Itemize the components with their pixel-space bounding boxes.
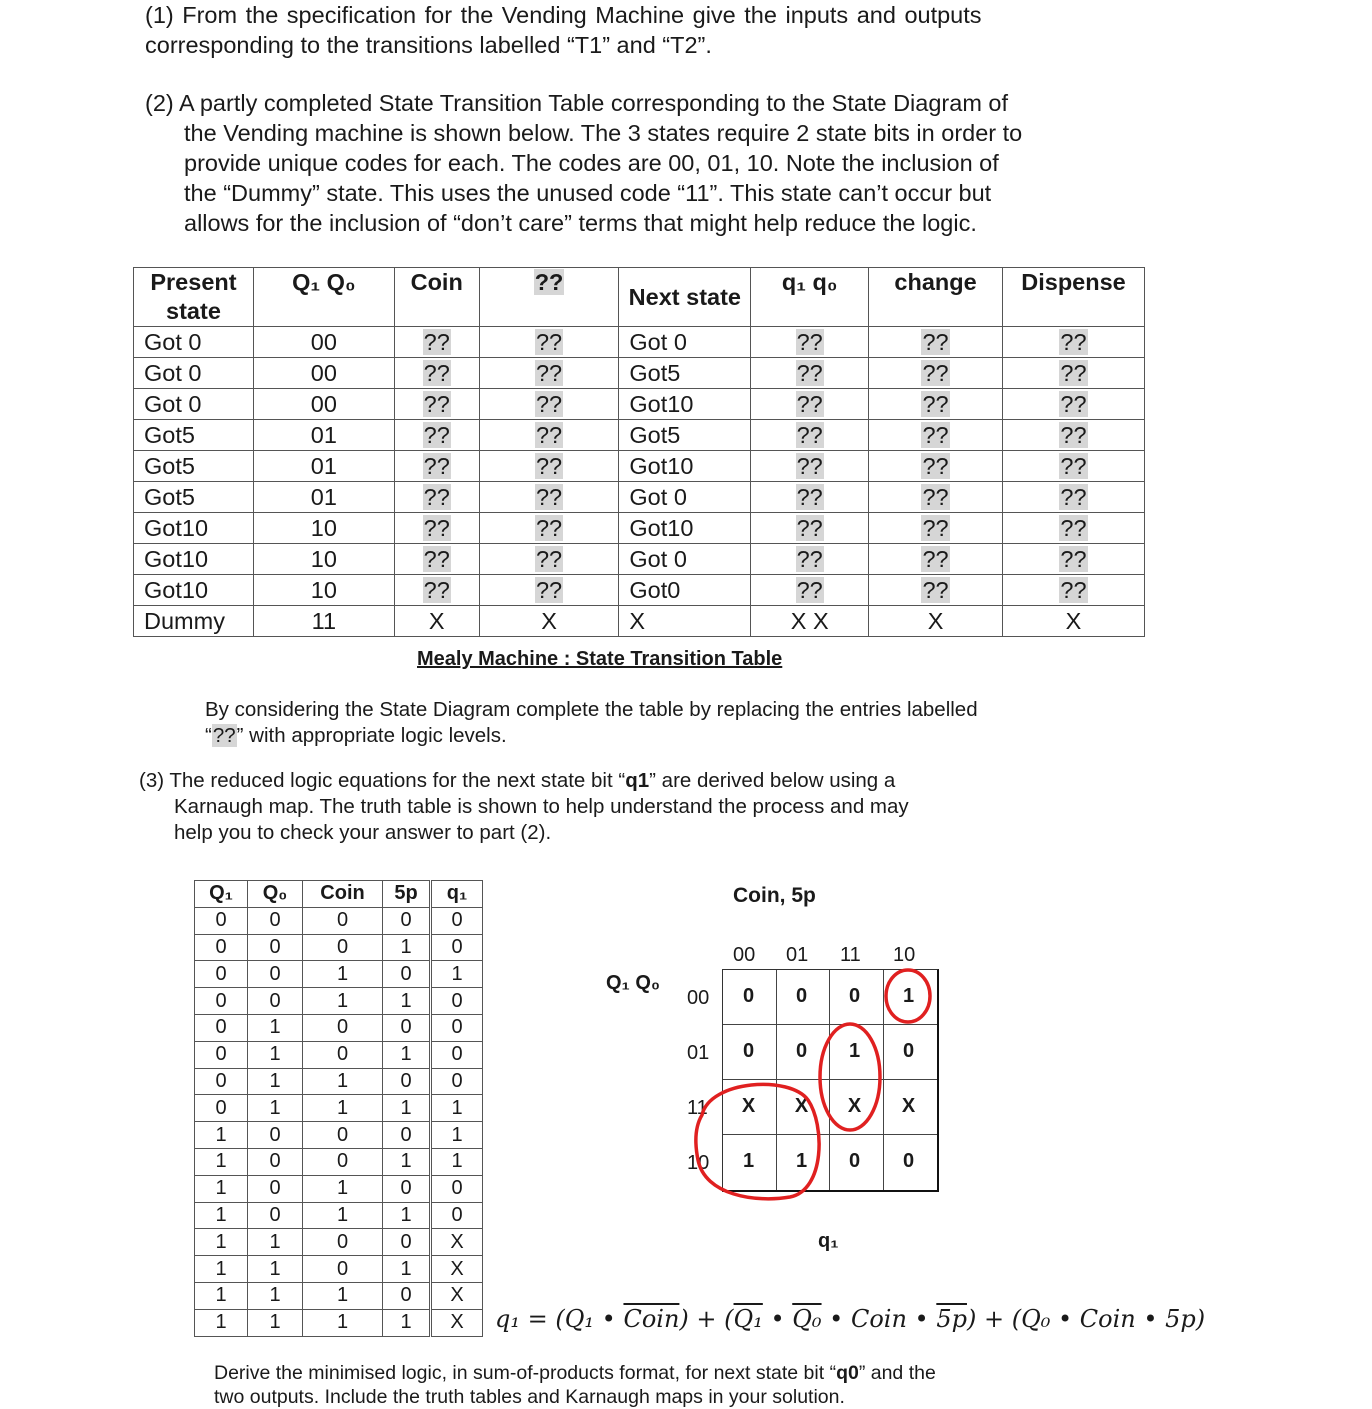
tt-cell-next-q1: X	[431, 1282, 483, 1309]
question-3-line-2: Karnaugh map. The truth table is shown to help understand the process and may	[174, 795, 909, 818]
cell-next-state-value: Got10	[629, 391, 694, 417]
tt-cell-5p: 0	[383, 961, 431, 988]
kmap-cell: X	[901, 1094, 916, 1117]
kmap-row-header-1: 01	[687, 1042, 710, 1064]
cell-coin-value: ??	[423, 329, 450, 355]
eq-term-1-start: (Q₁ •	[555, 1305, 624, 1333]
tt-cell-next-q1: 0	[431, 1202, 483, 1229]
cell-change-value: ??	[922, 329, 949, 355]
tt-cell-q1: 1	[195, 1148, 248, 1175]
tt-cell-5p: 0	[383, 1122, 431, 1149]
header-next-state: Next state	[619, 268, 751, 327]
cell-unknown-input-value: ??	[535, 484, 563, 510]
tt-cell-next-q1: X	[431, 1256, 483, 1283]
cell-state-code-value: 01	[310, 453, 337, 479]
cell-state-code-value: 00	[310, 391, 337, 417]
cell-dispense-value: ??	[1060, 422, 1087, 448]
question-2-line-3: provide unique codes for each. The codes are 00, 01, 10. Note the inclusion of	[184, 150, 999, 176]
eq-term-2-q1-bar: Q₁	[733, 1305, 763, 1333]
tt-cell-coin: 0	[303, 1122, 383, 1149]
tt-cell-5p: 1	[383, 988, 431, 1015]
kmap-row-header-0: 00	[687, 987, 710, 1009]
cell-coin-value: ??	[423, 577, 450, 603]
tt-cell-5p: 1	[383, 1148, 431, 1175]
cell-state-code-value: 00	[310, 329, 337, 355]
question-3-line-1-pre: (3) The reduced logic equations for the next state bit “	[139, 769, 626, 792]
question-2-line-1: (2) A partly completed State Transition Table corresponding to the State Diagram of	[145, 90, 1009, 116]
cell-unknown-input-value: ??	[535, 422, 563, 448]
tt-header-next-q1: q₁	[431, 881, 483, 908]
tt-header-5p: 5p	[383, 881, 431, 908]
tt-cell-q1: 1	[195, 1175, 248, 1202]
tt-cell-q0: 0	[248, 1122, 303, 1149]
tt-cell-q1: 0	[195, 1068, 248, 1095]
tt-cell-q0: 1	[248, 1256, 303, 1283]
header-dispense-text: Dispense	[1021, 269, 1126, 295]
cell-coin-value: ??	[423, 453, 450, 479]
kmap-cell: 1	[795, 1149, 808, 1172]
cell-dispense-value: ??	[1060, 515, 1087, 541]
kmap-row-header-3: 10	[687, 1152, 710, 1174]
tt-cell-5p: 1	[383, 1041, 431, 1068]
kmap-row-header-2: 11	[687, 1097, 708, 1119]
tt-cell-q0: 1	[248, 1095, 303, 1122]
cell-present-state-value: Got5	[144, 422, 195, 448]
kmap-cell: 0	[848, 984, 861, 1007]
tt-cell-next-q1: 0	[431, 1014, 483, 1041]
cell-dispense-value: ??	[1060, 546, 1087, 572]
tt-cell-coin: 0	[303, 1014, 383, 1041]
tt-cell-q1: 1	[195, 1122, 248, 1149]
tt-cell-coin: 1	[303, 1309, 383, 1336]
tt-cell-5p: 0	[383, 1175, 431, 1202]
eq-term-2-mid: • Coin •	[821, 1305, 937, 1333]
kmap-output-label: q₁	[818, 1230, 839, 1252]
cell-coin-value: ??	[423, 546, 450, 572]
question-2-line-5: allows for the inclusion of “don’t care” terms that might help reduce the logic.	[184, 210, 977, 236]
cell-unknown-input-value: ??	[535, 391, 563, 417]
cell-present-state-value: Got 0	[144, 329, 202, 355]
tt-cell-q1: 0	[195, 988, 248, 1015]
header-change-text: change	[894, 269, 977, 295]
question-3-line-1-post: ” are derived below using a	[649, 769, 896, 792]
final-line-1	[214, 1361, 1114, 1385]
tt-cell-5p: 0	[383, 1014, 431, 1041]
tt-cell-coin: 0	[303, 1229, 383, 1256]
tt-cell-q0: 1	[248, 1309, 303, 1336]
eq-plus-2: +	[976, 1305, 1012, 1333]
cell-change-value: ??	[922, 515, 949, 541]
tt-header-q0: Q₀	[248, 881, 303, 908]
tt-cell-q0: 0	[248, 988, 303, 1015]
tt-cell-q1: 0	[195, 1095, 248, 1122]
cell-coin-value: ??	[423, 360, 450, 386]
eq-term-2-5p-bar: 5p	[936, 1305, 967, 1333]
cell-unknown-input-value: X	[541, 608, 557, 634]
tt-cell-next-q1: 0	[431, 1175, 483, 1202]
cell-coin-value: ??	[423, 484, 450, 510]
tt-cell-next-q1: 0	[431, 1041, 483, 1068]
tt-cell-5p: 0	[383, 1068, 431, 1095]
tt-cell-q0: 1	[248, 1229, 303, 1256]
tt-cell-5p: 0	[383, 1282, 431, 1309]
header-q1q0-text: Q₁ Q₀	[292, 269, 356, 295]
cell-change-value: X	[927, 608, 944, 634]
cell-next-state-value: Got10	[629, 515, 694, 541]
cell-next-code-value: ??	[796, 546, 823, 572]
kmap-cell: 1	[742, 1149, 755, 1172]
tt-cell-5p: 1	[383, 1256, 431, 1283]
kmap-cell: 0	[795, 984, 808, 1007]
cell-change-value: ??	[922, 391, 949, 417]
cell-next-code-value: ??	[796, 391, 823, 417]
tt-cell-coin: 0	[303, 907, 383, 934]
cell-change-value: ??	[922, 422, 949, 448]
cell-next-code-value: ??	[796, 422, 823, 448]
cell-present-state-value: Got 0	[144, 391, 202, 417]
question-3-line-3: help you to check your answer to part (2).	[174, 821, 552, 844]
question-2-line-4: the “Dummy” state. This uses the unused code “11”. This state can’t occur but	[184, 180, 992, 206]
cell-present-state-value: Got10	[144, 515, 209, 541]
kmap-cell: 1	[848, 1039, 861, 1062]
tt-cell-5p: 1	[383, 934, 431, 961]
tt-cell-next-q1: X	[431, 1309, 483, 1336]
kmap-cell: X	[847, 1094, 862, 1117]
kmap-col-header-0: 00	[733, 944, 756, 966]
cell-next-state-value: Got 0	[629, 329, 687, 355]
kmap-top-label: Coin, 5p	[733, 884, 816, 907]
cell-next-state-value: Got5	[629, 422, 681, 448]
tt-cell-q1: 0	[195, 961, 248, 988]
tt-cell-q1: 1	[195, 1282, 248, 1309]
cell-state-code-value: 10	[310, 515, 337, 541]
cell-unknown-input-value: ??	[535, 329, 563, 355]
cell-dispense-value: ??	[1060, 484, 1087, 510]
tt-cell-q0: 1	[248, 1014, 303, 1041]
eq-term-3: (Q₀ • Coin • 5p)	[1011, 1305, 1206, 1333]
cell-unknown-input-value: ??	[535, 453, 563, 479]
tt-cell-coin: 1	[303, 1282, 383, 1309]
kmap-cell: 0	[902, 1149, 915, 1172]
cell-change-value: ??	[922, 546, 949, 572]
kmap-col-header-2: 11	[840, 944, 861, 966]
cell-next-code-value: ??	[796, 453, 823, 479]
kmap-cell: 0	[902, 1039, 915, 1062]
cell-dispense-value: ??	[1060, 453, 1087, 479]
tt-cell-next-q1: 0	[431, 907, 483, 934]
tt-cell-coin: 1	[303, 1175, 383, 1202]
tt-cell-coin: 0	[303, 1041, 383, 1068]
tt-cell-q0: 1	[248, 1068, 303, 1095]
tt-cell-q0: 0	[248, 1202, 303, 1229]
tt-cell-next-q1: 1	[431, 961, 483, 988]
cell-dispense-value: ??	[1060, 329, 1087, 355]
tt-cell-coin: 0	[303, 934, 383, 961]
cell-present-state-value: Got5	[144, 484, 195, 510]
tt-cell-q1: 1	[195, 1256, 248, 1283]
eq-term-1-coin-bar: Coin	[623, 1305, 680, 1333]
tt-cell-q1: 1	[195, 1229, 248, 1256]
cell-next-state-value: Got 0	[629, 484, 687, 510]
header-next-q1q0-text: q₁ q₀	[781, 269, 838, 295]
tt-cell-q0: 1	[248, 1041, 303, 1068]
tt-cell-coin: 1	[303, 1202, 383, 1229]
cell-state-code-value: 01	[310, 484, 337, 510]
eq-term-2-q0-bar: Q₀	[792, 1305, 822, 1333]
tt-cell-q0: 0	[248, 1175, 303, 1202]
cell-state-code-value: 10	[310, 577, 337, 603]
tt-cell-q1: 1	[195, 1309, 248, 1336]
tt-cell-coin: 0	[303, 1148, 383, 1175]
tt-cell-q0: 0	[248, 1148, 303, 1175]
cell-next-code-value: ??	[796, 577, 823, 603]
kmap-group-circle-column-11	[820, 1024, 880, 1130]
cell-present-state-value: Dummy	[144, 608, 225, 634]
cell-dispense-value: X	[1065, 608, 1082, 634]
tt-cell-coin: 0	[303, 1256, 383, 1283]
cell-change-value: ??	[922, 453, 949, 479]
tt-cell-next-q1: 0	[431, 934, 483, 961]
kmap-col-header-1: 01	[786, 944, 809, 966]
tt-cell-5p: 1	[383, 1309, 431, 1336]
kmap-group-circle-bottom-left	[696, 1084, 819, 1198]
final-line-1-post: ” and the	[858, 1362, 936, 1384]
tt-cell-q1: 0	[195, 1041, 248, 1068]
cell-next-state-value: Got 0	[629, 546, 687, 572]
eq-term-2-end: )	[966, 1305, 977, 1333]
kmap-cell: 0	[742, 1039, 755, 1062]
cell-next-code-value: ??	[796, 329, 823, 355]
cell-coin-value: X	[428, 608, 445, 634]
cell-state-code-value: 10	[310, 546, 337, 572]
cell-coin-value: ??	[423, 391, 450, 417]
cell-unknown-input-value: ??	[535, 515, 563, 541]
eq-term-2-start: (	[724, 1305, 734, 1333]
tt-cell-q0: 0	[248, 907, 303, 934]
cell-present-state-value: Got 0	[144, 360, 202, 386]
tt-cell-next-q1: 1	[431, 1095, 483, 1122]
tt-cell-next-q1: X	[431, 1229, 483, 1256]
cell-present-state-value: Got5	[144, 453, 195, 479]
tt-cell-q1: 0	[195, 907, 248, 934]
tt-cell-q0: 0	[248, 934, 303, 961]
cell-dispense-value: ??	[1060, 577, 1087, 603]
tt-header-q1: Q₁	[195, 881, 248, 908]
question-2-line-2: the Vending machine is shown below. The 3 states require 2 state bits in order to	[184, 120, 1023, 146]
tt-cell-q0: 0	[248, 961, 303, 988]
cell-next-state-value: Got10	[629, 453, 694, 479]
tt-cell-next-q1: 0	[431, 988, 483, 1015]
cell-next-state-value: Got0	[629, 577, 681, 603]
cell-present-state-value: Got10	[144, 577, 209, 603]
cell-change-value: ??	[922, 360, 949, 386]
question-3-q1-bold: q1	[625, 769, 650, 792]
header-coin-text: Coin	[410, 269, 463, 295]
tt-cell-next-q1: 0	[431, 1068, 483, 1095]
cell-present-state-value: Got10	[144, 546, 209, 572]
cell-unknown-input-value: ??	[535, 360, 563, 386]
tt-cell-q0: 1	[248, 1282, 303, 1309]
eq-plus-1: +	[688, 1305, 725, 1333]
tt-cell-coin: 1	[303, 961, 383, 988]
final-q0-bold: q0	[836, 1362, 859, 1384]
kmap-cell: 1	[902, 984, 915, 1007]
tt-cell-coin: 1	[303, 988, 383, 1015]
final-line-2: two outputs. Include the truth tables and Karnaugh maps in your solution.	[214, 1386, 845, 1408]
tt-cell-5p: 0	[383, 907, 431, 934]
header-present-state: Present state	[134, 268, 254, 327]
instruction-rest: ” with appropriate logic levels.	[236, 724, 507, 747]
eq-term-1-end: )	[679, 1305, 689, 1333]
tt-cell-coin: 1	[303, 1095, 383, 1122]
q1-equation	[495, 1305, 1205, 1333]
kmap-cell: 0	[795, 1039, 808, 1062]
cell-coin-value: ??	[423, 515, 450, 541]
state-table-caption: Mealy Machine : State Transition Table	[417, 648, 783, 670]
final-line-1-pre: Derive the minimised logic, in sum-of-products format, for next state bit “	[214, 1362, 837, 1384]
kmap-group-circle-top-right	[886, 970, 930, 1022]
kmap-cell: X	[741, 1094, 756, 1117]
eq-lhs: q₁ =	[495, 1305, 548, 1333]
cell-state-code-value: 11	[311, 608, 337, 634]
cell-change-value: ??	[922, 577, 949, 603]
tt-cell-5p: 1	[383, 1202, 431, 1229]
cell-next-code-value: X X	[790, 608, 829, 634]
cell-change-value: ??	[922, 484, 949, 510]
kmap-side-label: Q₁ Q₀	[606, 972, 660, 994]
tt-cell-q1: 1	[195, 1202, 248, 1229]
header-unknown-text: ??	[534, 269, 564, 295]
eq-term-2-dot-1: •	[762, 1305, 793, 1333]
cell-state-code-value: 00	[310, 360, 337, 386]
cell-unknown-input-value: ??	[535, 577, 563, 603]
tt-header-coin: Coin	[303, 881, 383, 908]
tt-cell-5p: 0	[383, 1229, 431, 1256]
tt-cell-5p: 1	[383, 1095, 431, 1122]
question-1-line-1: (1) From the specification for the Vending Machine give the inputs and outputs	[145, 2, 982, 28]
cell-unknown-input-value: ??	[535, 546, 563, 572]
kmap-cell: 0	[848, 1149, 861, 1172]
tt-cell-next-q1: 1	[431, 1122, 483, 1149]
cell-state-code-value: 01	[310, 422, 337, 448]
tt-cell-coin: 1	[303, 1068, 383, 1095]
kmap-col-header-3: 10	[893, 944, 916, 966]
cell-next-code-value: ??	[796, 515, 823, 541]
cell-coin-value: ??	[423, 422, 450, 448]
cell-dispense-value: ??	[1060, 391, 1087, 417]
cell-next-code-value: ??	[796, 360, 823, 386]
cell-next-state-value: Got5	[629, 360, 681, 386]
tt-cell-q1: 0	[195, 1014, 248, 1041]
cell-next-state-value: X	[629, 608, 646, 634]
instruction-placeholder: ??	[212, 724, 236, 747]
kmap-cell: X	[794, 1094, 809, 1117]
cell-next-code-value: ??	[796, 484, 823, 510]
tt-cell-q1: 0	[195, 934, 248, 961]
instruction-quote-open: “	[205, 724, 212, 747]
kmap-cell: 0	[742, 984, 755, 1007]
question-1-line-2: corresponding to the transitions labelled “T1” and “T2”.	[145, 32, 712, 58]
cell-dispense-value: ??	[1060, 360, 1087, 386]
final-instruction	[214, 1361, 1114, 1409]
instruction-line-1: By considering the State Diagram complete the table by replacing the entries labelled	[205, 698, 978, 721]
tt-cell-next-q1: 1	[431, 1148, 483, 1175]
